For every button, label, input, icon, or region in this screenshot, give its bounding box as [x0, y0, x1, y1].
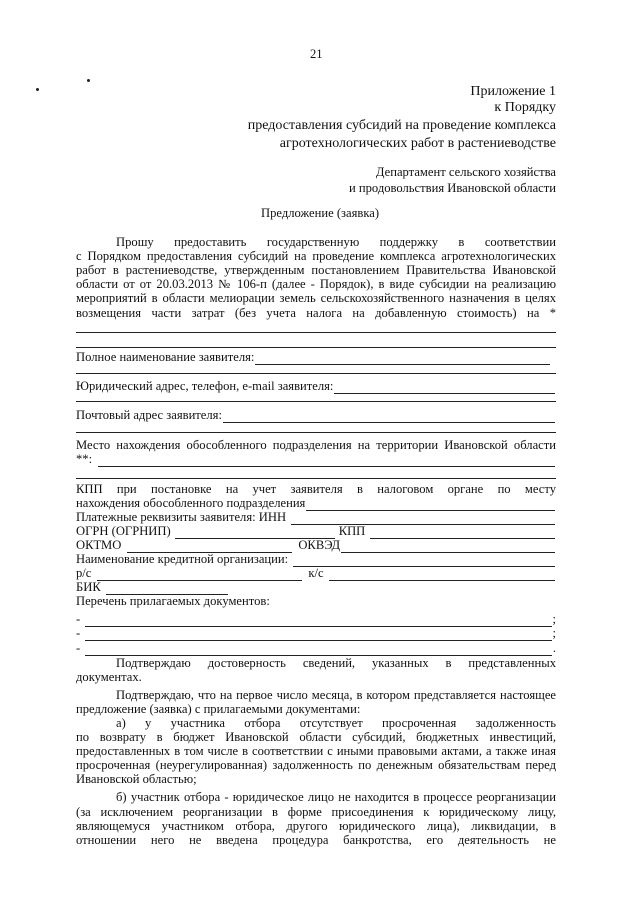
- ks-label: к/с: [308, 566, 324, 580]
- documents-label: Перечень прилагаемых документов:: [76, 594, 270, 608]
- confirm-line: по возврату в бюджет Ивановской области субсидий, бюджетных инвестиций,: [76, 730, 556, 744]
- scan-speck: [36, 88, 39, 91]
- bank-name-label: Наименование кредитной организации:: [76, 552, 289, 566]
- postal-address-label: Почтовый адрес заявителя:: [76, 408, 222, 422]
- ogrn-label: ОГРН (ОГРНИП): [76, 524, 171, 538]
- punct: .: [552, 641, 556, 655]
- legal-address-label: Юридический адрес, телефон, e-mail заявителя:: [76, 379, 334, 393]
- page-number: 21: [310, 47, 323, 61]
- confirm-line: отношении него не введена процедура банкротства, его деятельность не: [76, 833, 556, 847]
- department-line-1: Департамент сельского хозяйства: [375, 165, 556, 179]
- intro-line: возмещения части затрат (без учета налога на добавленную стоимость) на *: [76, 306, 556, 320]
- bik-label: БИК: [76, 580, 101, 594]
- confirm-line: предоставленных в том числе в соответствии с иными правовыми актами, а также иная: [76, 744, 556, 758]
- confirm-line: Подтверждаю, что на первое число месяца, в котором представляется настоящее: [116, 688, 556, 702]
- confirm-line: б) участник отбора - юридическое лицо не находится в процессе реорганизации: [116, 790, 556, 804]
- legal-address-input[interactable]: [334, 381, 555, 394]
- kpp-branch-label-2: нахождения обособленного подразделения: [76, 496, 306, 510]
- kpp-branch-label: КПП при постановке на учет заявителя в налоговом органе по месту: [76, 482, 556, 496]
- document-title: Предложение (заявка): [261, 206, 380, 220]
- appendix-to-order: к Порядку: [494, 100, 556, 115]
- punct: ;: [552, 612, 556, 626]
- postal-address-field[interactable]: [76, 407, 556, 423]
- confirm-line: (за исключением реорганизации в форме присоединения к юридическому лицу,: [76, 805, 556, 819]
- appendix-label: Приложение 1: [470, 84, 556, 99]
- full-name-field[interactable]: [76, 349, 556, 365]
- intro-line: с Порядком предоставления субсидий на проведение комплекса агротехнологических: [76, 249, 556, 263]
- punct: ;: [552, 626, 556, 640]
- legal-address-field[interactable]: [76, 378, 556, 394]
- blank-line[interactable]: [76, 478, 556, 479]
- full-name-input[interactable]: [255, 352, 550, 365]
- branch-location-input[interactable]: [98, 454, 555, 467]
- kpp-label: КПП: [338, 524, 366, 538]
- intro-line: Прошу предоставить государственную поддержку в соответствии: [116, 235, 556, 249]
- okved-label: ОКВЭД: [298, 538, 341, 552]
- document-item[interactable]: [76, 640, 556, 656]
- blank-line[interactable]: [76, 401, 556, 402]
- department-line-2: и продовольствия Ивановской области: [348, 181, 556, 195]
- dash: -: [76, 612, 81, 626]
- footnote-mark: **:: [76, 452, 93, 466]
- confirm-line: являющемуся участником отбора, другого юридического лица), ликвидации, в: [76, 819, 556, 833]
- document-item[interactable]: [76, 625, 556, 641]
- confirm-line: Ивановской областью;: [76, 772, 197, 786]
- intro-line: мероприятий в области мелиорации земель сельскохозяйственного назначения в целях: [76, 291, 556, 305]
- blank-line[interactable]: [76, 373, 556, 374]
- confirm-line: Подтверждаю достоверность сведений, указанных в представленных: [116, 656, 556, 670]
- documents-label-row: [76, 593, 556, 609]
- blank-line[interactable]: [76, 332, 556, 333]
- blank-line[interactable]: [76, 347, 556, 348]
- intro-line: работ в растениеводстве, утвержденным постановлением Правительства Ивановской: [76, 263, 556, 277]
- dash: -: [76, 641, 81, 655]
- intro-line: области от от 20.03.2013 № 106-п (далее - Порядок), в виде субсидии на реализацию: [76, 277, 556, 291]
- confirm-line: а) у участника отбора отсутствует просроченная задолженность: [116, 716, 556, 730]
- scan-speck: [87, 79, 90, 82]
- inn-label: Платежные реквизиты заявителя: ИНН: [76, 510, 287, 524]
- confirm-line: предложение (заявка) с прилагаемыми документами:: [76, 702, 361, 716]
- blank-line[interactable]: [76, 432, 556, 433]
- dash: -: [76, 626, 81, 640]
- branch-location-label: Место нахождения обособленного подразделения на территории Ивановской области: [76, 438, 556, 452]
- appendix-line-1: предоставления субсидий на проведение комплекса: [247, 118, 556, 133]
- confirm-line: документах.: [76, 670, 142, 684]
- full-name-label: Полное наименование заявителя:: [76, 350, 255, 364]
- rs-label: р/с: [76, 566, 92, 580]
- appendix-line-2: агротехнологических работ в растениеводстве: [279, 136, 556, 151]
- postal-address-input[interactable]: [223, 410, 555, 423]
- branch-location-field[interactable]: [76, 451, 556, 467]
- confirm-line: просроченная (неурегулированная) задолженность по денежным обязательствам перед: [76, 758, 556, 772]
- oktmo-label: ОКТМО: [76, 538, 122, 552]
